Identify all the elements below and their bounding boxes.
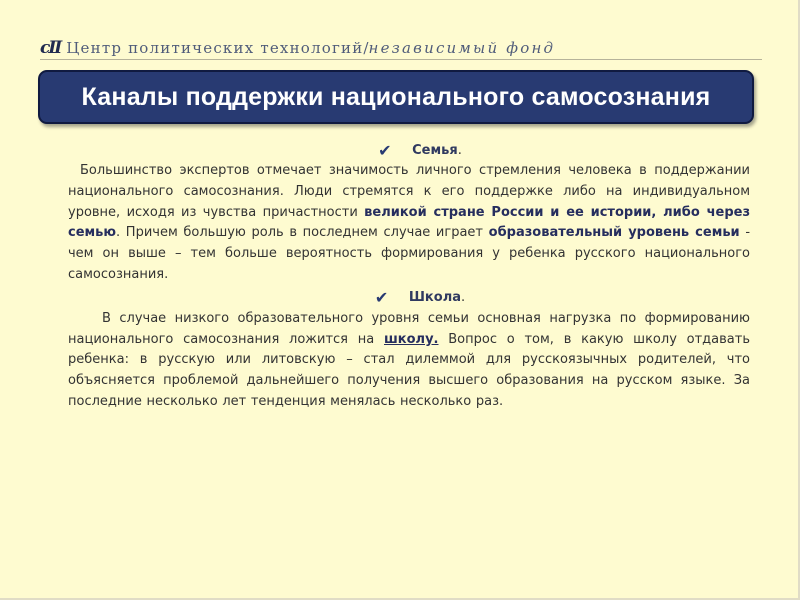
- section-heading-family: [68, 140, 750, 161]
- slide-content: [68, 140, 750, 413]
- checkmark-icon: ✔: [374, 287, 389, 307]
- org-name: Центр политических технологий: [66, 39, 364, 57]
- org-subtitle: независимый фонд: [368, 39, 556, 57]
- text-run: - чем он выше – тем больше вероятность формирования у ребенка русского национального самосознания.: [68, 225, 751, 282]
- text-run: Вопрос о том, в какую школу отдавать ребенка: в русскую или литовскую – стал дилеммой для русскоязычных родителей, что объясняется проблемой дальнейшего получения высшего образования на русском языке. За последние несколько лет тенденция менялась несколько раз.: [68, 331, 750, 409]
- section-label-dot: .: [457, 143, 462, 158]
- section-label-school: Школа: [408, 289, 461, 305]
- org-header: [40, 37, 555, 59]
- org-logo: cII: [40, 38, 61, 58]
- section-label-dot: .: [460, 289, 466, 305]
- highlighted-text: образовательный уровень семьи: [488, 225, 740, 241]
- slide-title: Каналы поддержки национального самосознания: [81, 82, 711, 111]
- highlighted-text: школу.: [384, 331, 439, 347]
- section-label-family: Семья: [412, 143, 458, 158]
- checkmark-icon: ✔: [378, 141, 392, 160]
- paragraph-school: [68, 309, 750, 413]
- paragraph-family: [68, 161, 750, 286]
- text-run: Большинство экспертов отмечает значимость личного стремления человека в поддержании национального самосознания. Люди стремятся к его поддержке либо на индивидуальном уровне, исходя из чувства причастности: [68, 163, 750, 220]
- title-banner: [38, 70, 754, 124]
- text-run: В случае низкого образовательного уровня семьи основная нагрузка по формированию национального самосознания ложится на: [68, 310, 750, 347]
- text-run: . Причем большую роль в последнем случае играет: [116, 225, 489, 241]
- header-divider: [40, 59, 762, 60]
- org-separator: /: [363, 39, 369, 57]
- highlighted-text: великой стране России и ее истории, либо через семью: [68, 204, 750, 241]
- section-heading-school: [68, 287, 750, 308]
